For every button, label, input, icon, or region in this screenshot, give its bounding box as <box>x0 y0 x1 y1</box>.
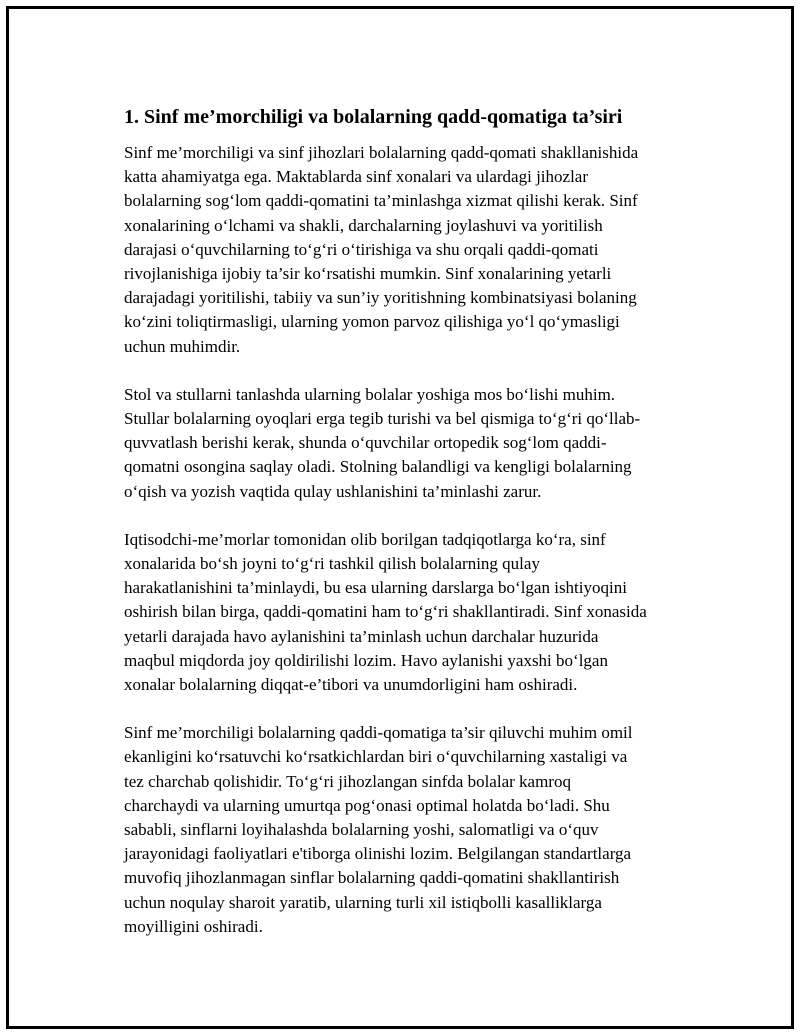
text-line: bolalarning sog‘lom qaddi-qomatini ta’minlashga xizmat qilishi kerak. Sinf <box>124 191 638 211</box>
text-line: jarayonidagi faoliyatlari e'tiborga olinishi lozim. Belgilangan standartlarga <box>124 844 632 864</box>
text-line: ko‘zini toliqtirmasligi, ularning yomon parvoz qilishiga yo‘l qo‘ymasligi <box>124 312 620 332</box>
text-line: xonalar bolalarning diqqat-e’tibori va unumdorligini ham oshiradi. <box>124 675 578 695</box>
paragraph-3 <box>124 528 689 697</box>
text-line: uchun muhimdir. <box>124 336 241 356</box>
text-line: quvvatlash berishi kerak, shunda o‘quvchilar ortopedik sog‘lom qaddi- <box>124 433 607 453</box>
text-line: Sinf me’morchiligi va sinf jihozlari bolalarning qadd-qomati shakllanishida <box>124 143 639 162</box>
text-line: xonalarida bo‘sh joyni to‘g‘ri tashkil qilish bolalarning qulay <box>124 554 540 574</box>
text-line: Iqtisodchi-me’morlar tomonidan olib borilgan tadqiqotlarga ko‘ra, sinf <box>124 529 606 549</box>
text-line: o‘qish va yozish vaqtida qulay ushlanishini ta’minlashi zarur. <box>124 481 542 501</box>
text-line: yetarli darajada havo aylanishini ta’minlash uchun darchalar huzurida <box>124 626 599 646</box>
text-line: charchaydi va ularning umurtqa pog‘onasi optimal holatda bo‘ladi. Shu <box>124 795 610 815</box>
text-line: oshirish bilan birga, qaddi-qomatini ham to‘g‘ri shakllantiradi. Sinf xonasida <box>124 602 647 622</box>
page-border <box>6 6 794 1029</box>
text-line: qomatni osongina saqlay oladi. Stolning balandligi va kengligi bolalarning <box>124 457 632 477</box>
text-line: katta ahamiyatga ega. Maktablarda sinf xonalari va ulardagi jihozlar <box>124 167 588 187</box>
text-line: ekanligini ko‘rsatuvchi ko‘rsatkichlardan biri o‘quvchilarning xastaligi va <box>124 747 628 767</box>
section-title: 1. Sinf me’morchiligi va bolalarning qadd-qomatiga ta’siri <box>124 106 623 128</box>
text-line: uchun noqulay sharoit yaratib, ularning turli xil istiqbolli kasalliklarga <box>124 892 602 912</box>
text-line: maqbul miqdorda joy qoldirilishi lozim. Havo aylanishi yaxshi bo‘lgan <box>124 650 608 670</box>
text-line: darajadagi yoritilishi, tabiiy va sun’iy yoritishning kombinatsiyasi bolaning <box>124 288 637 308</box>
paragraph-4 <box>124 721 689 939</box>
paragraph-1 <box>124 141 689 359</box>
text-line: rivojlanishiga ijobiy ta’sir ko‘rsatishi mumkin. Sinf xonalarining yetarli <box>124 264 612 284</box>
text-line: sababli, sinflarni loyihalashda bolalarning yoshi, salomatligi va o‘quv <box>124 820 599 840</box>
document-body <box>124 103 689 963</box>
paragraph-2 <box>124 383 689 504</box>
text-line: moyilligini oshiradi. <box>124 916 263 936</box>
text-line: Stullar bolalarning oyoqlari erga tegib turishi va bel qismiga to‘g‘ri qo‘llab- <box>124 409 641 429</box>
text-line: tez charchab qolishidir. To‘g‘ri jihozlangan sinfda bolalar kamroq <box>124 771 571 791</box>
text-line: xonalarining o‘lchami va shakli, darchalarning joylashuvi va yoritilish <box>124 215 603 235</box>
text-line: darajasi o‘quvchilarning to‘g‘ri o‘tirishiga va shu orqali qaddi-qomati <box>124 239 599 259</box>
text-line: harakatlanishini ta’minlaydi, bu esa ularning darslarga bo‘lgan ishtiyoqini <box>124 578 627 598</box>
text-line: Sinf me’morchiligi bolalarning qaddi-qomatiga ta’sir qiluvchi muhim omil <box>124 723 633 743</box>
text-line: muvofiq jihozlanmagan sinflar bolalarning qaddi-qomatini shakllantirish <box>124 868 620 888</box>
text-line: Stol va stullarni tanlashda ularning bolalar yoshiga mos bo‘lishi muhim. <box>124 384 616 404</box>
